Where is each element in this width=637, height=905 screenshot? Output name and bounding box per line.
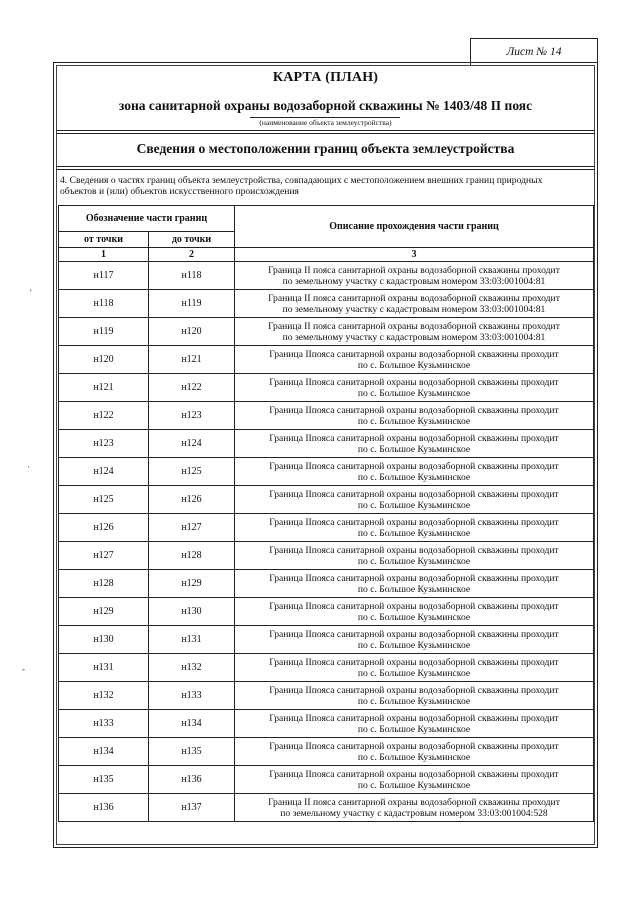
description-line-2: по с. Большое Кузьминское: [357, 555, 471, 567]
description-line-2: по с. Большое Кузьминское: [357, 695, 471, 707]
to-point-cell: н122: [149, 374, 235, 402]
description-line-1: Граница IIпояса санитарной охраны водозаборной скважины проходит: [269, 684, 559, 696]
from-point-cell: н130: [59, 626, 149, 654]
scan-speck: -: [22, 664, 25, 674]
description-line-1: Граница IIпояса санитарной охраны водозаборной скважины проходит: [269, 740, 559, 752]
description-line-2: по земельному участку с кадастровым номером 33:03:001004:81: [282, 303, 546, 315]
from-point-cell: н124: [59, 458, 149, 486]
table-row: [59, 682, 594, 710]
description-cell: [235, 794, 594, 822]
to-point-cell: н133: [149, 682, 235, 710]
table-row: [59, 794, 594, 822]
header-description: Описание прохождения части границ: [235, 206, 594, 248]
description-line-1: Граница IIпояса санитарной охраны водозаборной скважины проходит: [269, 432, 559, 444]
description-line-1: Граница IIпояса санитарной охраны водозаборной скважины проходит: [269, 348, 559, 360]
description-cell: [235, 682, 594, 710]
boundary-table: [58, 205, 594, 822]
description-cell: [235, 570, 594, 598]
table-row: [59, 318, 594, 346]
description-line-1: Граница IIпояса санитарной охраны водозаборной скважины проходит: [269, 656, 559, 668]
description-line-1: Граница IIпояса санитарной охраны водозаборной скважины проходит: [269, 600, 559, 612]
from-point-cell: н122: [59, 402, 149, 430]
description-cell: [235, 402, 594, 430]
table-row: [59, 346, 594, 374]
description-cell: [235, 346, 594, 374]
to-point-cell: н119: [149, 290, 235, 318]
table-row: [59, 402, 594, 430]
from-point-cell: н119: [59, 318, 149, 346]
header-to-point: до точки: [149, 232, 235, 248]
from-point-cell: н135: [59, 766, 149, 794]
column-index-3: 3: [235, 248, 594, 262]
table-row: [59, 766, 594, 794]
description-line-2: по с. Большое Кузьминское: [357, 527, 471, 539]
description-line-1: Граница IIпояса санитарной охраны водозаборной скважины проходит: [269, 460, 559, 472]
description-line-2: по с. Большое Кузьминское: [357, 667, 471, 679]
to-point-cell: н124: [149, 430, 235, 458]
description-line-1: Граница II пояса санитарной охраны водозаборной скважины проходит: [268, 292, 560, 304]
description-cell: [235, 514, 594, 542]
table-row: [59, 542, 594, 570]
description-line-1: Граница IIпояса санитарной охраны водозаборной скважины проходит: [269, 488, 559, 500]
table-row: [59, 514, 594, 542]
description-line-1: Граница IIпояса санитарной охраны водозаборной скважины проходит: [269, 544, 559, 556]
from-point-cell: н136: [59, 794, 149, 822]
description-line-2: по с. Большое Кузьминское: [357, 387, 471, 399]
table-row: [59, 654, 594, 682]
description-cell: [235, 318, 594, 346]
divider-top: [56, 130, 595, 131]
to-point-cell: н126: [149, 486, 235, 514]
description-cell: [235, 766, 594, 794]
sheet-number-box: [470, 38, 598, 65]
table-body: [59, 262, 594, 822]
table-row: [59, 290, 594, 318]
description-cell: [235, 598, 594, 626]
from-point-cell: н129: [59, 598, 149, 626]
description-cell: [235, 710, 594, 738]
description-line-1: Граница II пояса санитарной охраны водозаборной скважины проходит: [268, 264, 560, 276]
to-point-cell: н118: [149, 262, 235, 290]
from-point-cell: н121: [59, 374, 149, 402]
document-title: КАРТА (ПЛАН): [272, 70, 379, 85]
description-line-1: Граница IIпояса санитарной охраны водозаборной скважины проходит: [269, 628, 559, 640]
description-line-2: по с. Большое Кузьминское: [357, 611, 471, 623]
description-cell: [235, 262, 594, 290]
description-line-2: по с. Большое Кузьминское: [357, 415, 471, 427]
description-line-1: Граница II пояса санитарной охраны водозаборной скважины проходит: [268, 796, 560, 808]
description-cell: [235, 374, 594, 402]
table-row: [59, 262, 594, 290]
from-point-cell: н127: [59, 542, 149, 570]
description-line-2: по земельному участку с кадастровым номером 33:03:001004:81: [282, 331, 546, 343]
to-point-cell: н121: [149, 346, 235, 374]
to-point-cell: н135: [149, 738, 235, 766]
column-index-2: 2: [149, 248, 235, 262]
to-point-cell: н120: [149, 318, 235, 346]
table-row: [59, 374, 594, 402]
description-line-2: по с. Большое Кузьминское: [357, 499, 471, 511]
description-line-2: по земельному участку с кадастровым номером 33:03:001004:81: [282, 275, 546, 287]
description-cell: [235, 738, 594, 766]
table-row: [59, 738, 594, 766]
description-cell: [235, 654, 594, 682]
from-point-cell: н123: [59, 430, 149, 458]
from-point-cell: н128: [59, 570, 149, 598]
table-row: [59, 458, 594, 486]
divider-section: [56, 166, 595, 167]
document-subtitle: зона санитарной охраны водозаборной скважины № 1403/48 II пояс: [118, 98, 533, 113]
description-line-1: Граница IIпояса санитарной охраны водозаборной скважины проходит: [269, 572, 559, 584]
description-line-2: по с. Большое Кузьминское: [357, 751, 471, 763]
description-line-2: по с. Большое Кузьминское: [357, 723, 471, 735]
intro-paragraph: 4. Сведения о частях границ объекта землеустройства, совпадающих с местоположением внешних границ природных объектов и (или) объектов искусственного происхождения: [60, 175, 543, 197]
table-row: [59, 598, 594, 626]
description-line-2: по с. Большое Кузьминское: [357, 471, 471, 483]
to-point-cell: н132: [149, 654, 235, 682]
from-point-cell: н117: [59, 262, 149, 290]
description-cell: [235, 626, 594, 654]
table-row: [59, 486, 594, 514]
description-cell: [235, 542, 594, 570]
from-point-cell: н132: [59, 682, 149, 710]
subtitle-note: (наименование объекта землеустройства): [259, 118, 392, 127]
description-line-2: по земельному участку с кадастровым номером 33:03:001004:528: [280, 807, 548, 819]
divider-top-double: [56, 133, 595, 134]
description-line-1: Граница IIпояса санитарной охраны водозаборной скважины проходит: [269, 768, 559, 780]
description-cell: [235, 458, 594, 486]
scan-speck: ': [30, 288, 32, 298]
column-index-1: 1: [59, 248, 149, 262]
to-point-cell: н131: [149, 626, 235, 654]
divider-section-double: [56, 169, 595, 170]
description-line-2: по с. Большое Кузьминское: [357, 583, 471, 595]
description-line-1: Граница IIпояса санитарной охраны водозаборной скважины проходит: [269, 404, 559, 416]
from-point-cell: н131: [59, 654, 149, 682]
description-line-2: по с. Большое Кузьминское: [357, 443, 471, 455]
section-title: Сведения о местоположении границ объекта землеустройства: [136, 141, 515, 156]
description-line-2: по с. Большое Кузьминское: [357, 639, 471, 651]
to-point-cell: н134: [149, 710, 235, 738]
description-line-1: Граница IIпояса санитарной охраны водозаборной скважины проходит: [269, 712, 559, 724]
sheet-number-label: Лист № 14: [506, 46, 562, 58]
to-point-cell: н128: [149, 542, 235, 570]
table-row: [59, 430, 594, 458]
from-point-cell: н133: [59, 710, 149, 738]
to-point-cell: н136: [149, 766, 235, 794]
from-point-cell: н120: [59, 346, 149, 374]
description-line-2: по с. Большое Кузьминское: [357, 779, 471, 791]
from-point-cell: н126: [59, 514, 149, 542]
description-cell: [235, 430, 594, 458]
to-point-cell: н127: [149, 514, 235, 542]
description-cell: [235, 486, 594, 514]
description-cell: [235, 290, 594, 318]
to-point-cell: н125: [149, 458, 235, 486]
table-row: [59, 626, 594, 654]
to-point-cell: н123: [149, 402, 235, 430]
description-line-1: Граница II пояса санитарной охраны водозаборной скважины проходит: [268, 320, 560, 332]
from-point-cell: н118: [59, 290, 149, 318]
to-point-cell: н129: [149, 570, 235, 598]
table-row: [59, 710, 594, 738]
to-point-cell: н130: [149, 598, 235, 626]
header-from-point: от точки: [59, 232, 149, 248]
table-row: [59, 570, 594, 598]
from-point-cell: н134: [59, 738, 149, 766]
description-line-2: по с. Большое Кузьминское: [357, 359, 471, 371]
to-point-cell: н137: [149, 794, 235, 822]
from-point-cell: н125: [59, 486, 149, 514]
description-line-1: Граница IIпояса санитарной охраны водозаборной скважины проходит: [269, 376, 559, 388]
scan-speck: ·: [27, 462, 30, 472]
description-line-1: Граница IIпояса санитарной охраны водозаборной скважины проходит: [269, 516, 559, 528]
header-part-of-boundary: Обозначение части границ: [59, 206, 235, 232]
